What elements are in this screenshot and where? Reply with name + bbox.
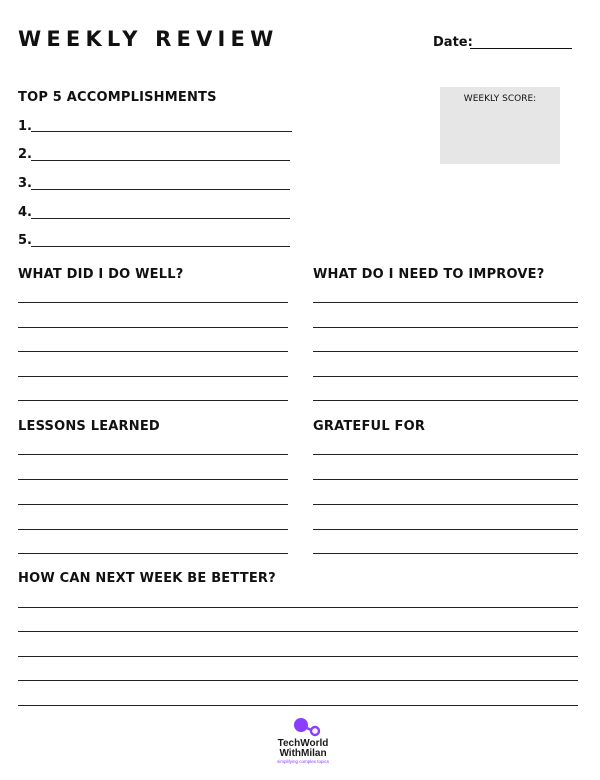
- did-well-line[interactable]: [18, 376, 288, 377]
- date-field[interactable]: [470, 48, 572, 49]
- accomplishment-number: 4.: [18, 205, 32, 220]
- date-label: Date:: [433, 35, 473, 50]
- improve-line[interactable]: [313, 351, 578, 352]
- lessons-line[interactable]: [18, 529, 288, 530]
- grateful-line[interactable]: [313, 529, 578, 530]
- improve-heading: WHAT DO I NEED TO IMPROVE?: [313, 267, 545, 282]
- next-week-heading: HOW CAN NEXT WEEK BE BETTER?: [18, 571, 276, 586]
- did-well-line[interactable]: [18, 351, 288, 352]
- brand-line-2: WithMilan: [279, 748, 327, 759]
- brand-logo: [0, 714, 600, 766]
- accomplishment-line-2[interactable]: [31, 160, 290, 161]
- improve-line[interactable]: [313, 302, 578, 303]
- grateful-line[interactable]: [313, 504, 578, 505]
- weekly-score-box[interactable]: [440, 87, 560, 164]
- accomplishment-number: 2.: [18, 147, 32, 162]
- next-week-line[interactable]: [18, 705, 578, 706]
- next-week-line[interactable]: [18, 607, 578, 608]
- brand-mark-icon: [294, 718, 319, 735]
- improve-line[interactable]: [313, 400, 578, 401]
- lessons-heading: LESSONS LEARNED: [18, 419, 160, 434]
- improve-line[interactable]: [313, 327, 578, 328]
- lessons-line[interactable]: [18, 454, 288, 455]
- accomplishment-number: 3.: [18, 176, 32, 191]
- grateful-heading: GRATEFUL FOR: [313, 419, 426, 434]
- accomplishment-number: 5.: [18, 233, 32, 248]
- lessons-line[interactable]: [18, 553, 288, 554]
- improve-line[interactable]: [313, 376, 578, 377]
- accomplishment-line-3[interactable]: [31, 189, 290, 190]
- accomplishment-line-1[interactable]: [31, 131, 292, 132]
- weekly-score-label: WEEKLY SCORE:: [463, 94, 537, 104]
- next-week-line[interactable]: [18, 656, 578, 657]
- accomplishment-number: 1.: [18, 119, 32, 134]
- lessons-line[interactable]: [18, 479, 288, 480]
- accomplishment-line-4[interactable]: [31, 218, 290, 219]
- grateful-line[interactable]: [313, 479, 578, 480]
- grateful-line[interactable]: [313, 553, 578, 554]
- next-week-line[interactable]: [18, 631, 578, 632]
- did-well-heading: WHAT DID I DO WELL?: [18, 267, 184, 282]
- grateful-line[interactable]: [313, 454, 578, 455]
- brand-tagline: simplifying complex topics: [276, 759, 330, 764]
- lessons-line[interactable]: [18, 504, 288, 505]
- did-well-line[interactable]: [18, 400, 288, 401]
- accomplishment-line-5[interactable]: [31, 246, 290, 247]
- accomplishments-heading: TOP 5 ACCOMPLISHMENTS: [18, 90, 217, 105]
- did-well-line[interactable]: [18, 327, 288, 328]
- page-title: WEEKLY REVIEW: [18, 27, 279, 51]
- next-week-line[interactable]: [18, 680, 578, 681]
- did-well-line[interactable]: [18, 302, 288, 303]
- brand-line-1: TechWorld: [277, 738, 329, 749]
